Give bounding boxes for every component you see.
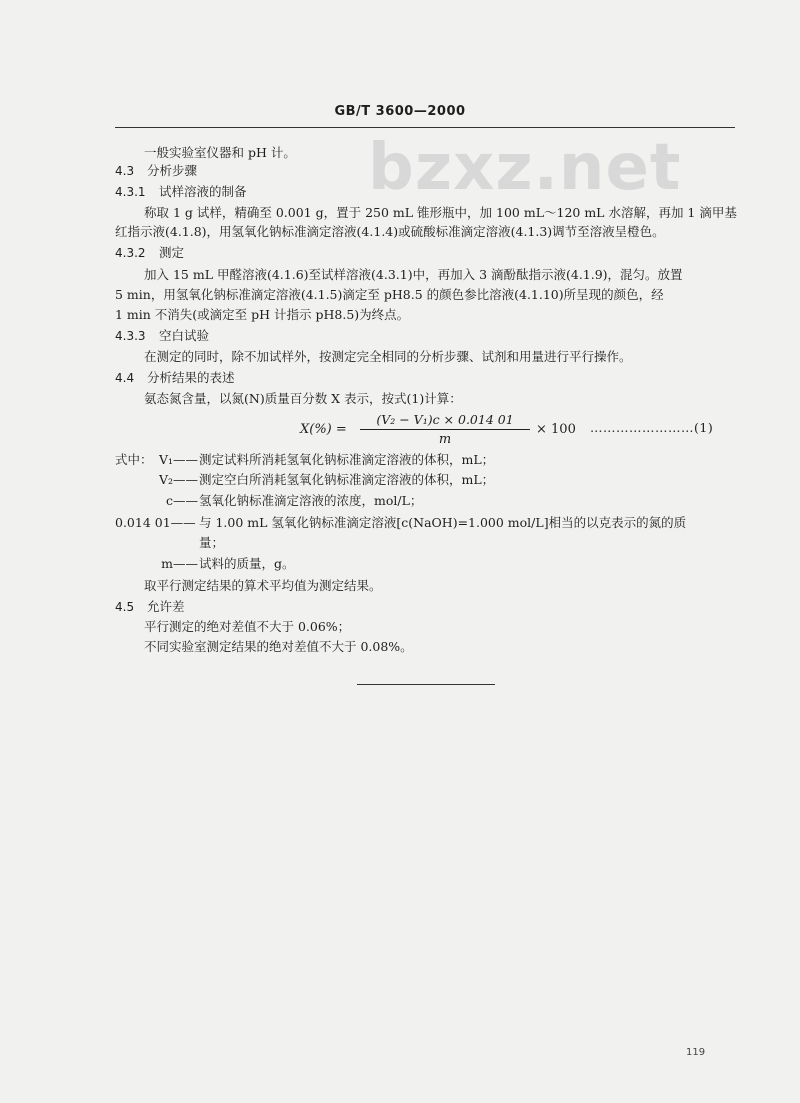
- definition-symbol: V₂——: [158, 472, 198, 487]
- paragraph-line: 取平行测定结果的算术平均值为测定结果。: [144, 578, 382, 593]
- paragraph-line: 一般实验室仪器和 pH 计。: [144, 145, 296, 160]
- definition-symbol: m——: [161, 556, 198, 571]
- paragraph-line: 5 min，用氢氧化钠标准滴定溶液(4.1.5)滴定至 pH8.5 的颜色参比溶液(4.1.10)所呈现的颜色，经: [115, 287, 664, 302]
- section-title: 测定: [159, 245, 185, 260]
- section-heading-4-4: [115, 370, 235, 386]
- section-number: 4.3: [115, 164, 135, 178]
- paragraph-line: 红指示液(4.1.8)，用氢氧化钠标准滴定溶液(4.1.4)或硫酸标准滴定溶液(4.1.3)调节至溶液呈橙色。: [115, 224, 665, 239]
- section-number: 4.3.2: [115, 246, 146, 260]
- definitions-lead: 式中：: [115, 452, 153, 467]
- paragraph-line: 1 min 不消失(或滴定至 pH 计指示 pH8.5)为终点。: [115, 307, 410, 322]
- equation-number: ……………………(1): [590, 420, 714, 435]
- standard-number-header: GB/T 3600—2000: [334, 104, 466, 119]
- paragraph-line: 平行测定的绝对差值不大于 0.06%；: [144, 619, 351, 634]
- section-heading-4-3-3: [115, 328, 209, 344]
- paragraph-line: 在测定的同时，除不加试样外，按测定完全相同的分析步骤、试剂和用量进行平行操作。: [144, 349, 632, 364]
- page-number: 119: [686, 1047, 706, 1058]
- section-title: 分析结果的表述: [147, 370, 235, 385]
- section-number: 4.5: [115, 600, 135, 614]
- definition-text: 量；: [199, 535, 225, 550]
- paragraph-line: 称取 1 g 试样，精确至 0.001 g，置于 250 mL 锥形瓶中，加 100 mL～120 mL 水溶解，再加 1 滴甲基: [144, 205, 737, 220]
- paragraph-line: 氨态氮含量，以氮(N)质量百分数 X 表示，按式(1)计算：: [144, 391, 462, 406]
- section-heading-4-3-2: [115, 245, 184, 261]
- section-title: 分析步骤: [147, 163, 198, 178]
- section-title: 空白试验: [159, 328, 210, 343]
- formula-lhs: X(%) =: [300, 422, 347, 437]
- definition-symbol: c——: [165, 493, 198, 508]
- section-heading-4-3-1: [115, 184, 247, 200]
- definition-symbol: 0.014 01——: [115, 515, 196, 530]
- section-title: 试样溶液的制备: [159, 184, 247, 199]
- formula-denominator: m: [438, 432, 452, 447]
- section-heading-4-3: [115, 163, 197, 179]
- definition-text: 试料的质量，g。: [199, 556, 295, 571]
- paragraph-line: 加入 15 mL 甲醛溶液(4.1.6)至试样溶液(4.3.1)中，再加入 3 滴酚酞指示液(4.1.9)，混匀。放置: [144, 267, 683, 282]
- definition-text: 测定试料所消耗氢氧化钠标准滴定溶液的体积，mL；: [199, 452, 495, 467]
- paragraph-line: 不同实验室测定结果的绝对差值不大于 0.08%。: [144, 639, 413, 654]
- formula-numerator: (V₂ − V₁)c × 0.014 01: [376, 412, 514, 427]
- definition-text: 与 1.00 mL 氢氧化钠标准滴定溶液[c(NaOH)=1.000 mol/L]相当的以克表示的氮的质: [199, 515, 687, 530]
- definition-text: 氢氧化钠标准滴定溶液的浓度，mol/L；: [199, 493, 423, 508]
- definition-text: 测定空白所消耗氢氧化钠标准滴定溶液的体积，mL；: [199, 472, 495, 487]
- section-number: 4.3.3: [115, 329, 146, 343]
- formula-fraction: [360, 412, 530, 447]
- section-title: 允许差: [147, 599, 185, 614]
- end-rule: [357, 684, 495, 685]
- section-number: 4.3.1: [115, 185, 146, 199]
- header-rule: [115, 127, 735, 128]
- fraction-bar: [360, 429, 530, 430]
- watermark-text: bzxz.net: [368, 131, 682, 205]
- section-heading-4-5: [115, 599, 185, 615]
- definition-symbol: V₁——: [158, 452, 198, 467]
- section-number: 4.4: [115, 371, 135, 385]
- formula-rhs: × 100: [536, 422, 576, 437]
